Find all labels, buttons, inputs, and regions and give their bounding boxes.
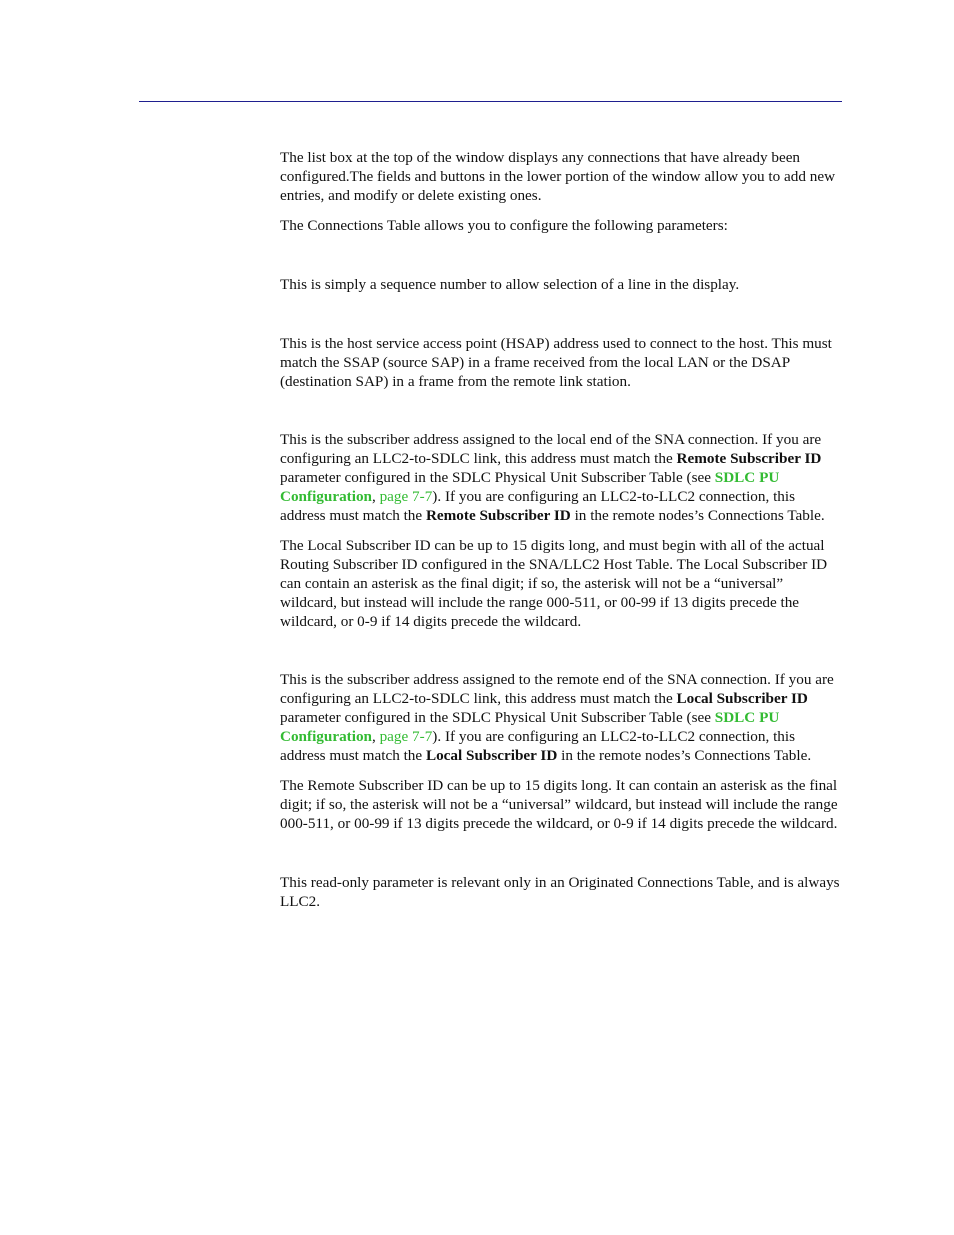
text: ,: [371, 727, 380, 745]
sdlc-pu-configuration-link[interactable]: SDLC PU Configuration: [280, 468, 780, 505]
text: ,: [371, 487, 380, 505]
text: in the remote nodes’s Connections Table.: [557, 746, 812, 764]
page-reference-link[interactable]: page 7-7: [379, 727, 433, 745]
local-subscriber-details: The Local Subscriber ID can be up to 15 digits long, and must begin with all of the actual Routing Subscriber ID configured in the SNA/LLC2 Host Table. The Local Subscriber ID can contain an asterisk as the final digit; if so, the asterisk will not be a “universal” wildcard, but instead will include the range 000-511, or 00-99 if 13 digits precede the wildcard, or 0-9 if 14 digits precede the wildcard.: [280, 537, 828, 630]
page-reference-link[interactable]: page 7-7: [379, 487, 433, 505]
text: ). If you are configuring an LLC2-to-LLC2 connection, this address must match the: [280, 487, 796, 524]
header-rule: [139, 101, 842, 102]
text: parameter configured in the SDLC Physical Unit Subscriber Table (see: [280, 468, 715, 486]
bold-term: Remote Subscriber ID: [676, 450, 822, 468]
text: This is the subscriber address assigned to the remote end of the SNA connection. If you are configuring an LLC2-to-SDLC link, this address must match the: [280, 671, 834, 708]
intro-paragraph-2: The Connections Table allows you to configure the following parameters:: [280, 217, 728, 235]
page-body: [280, 149, 842, 911]
remote-subscriber-description: [280, 671, 842, 765]
remote-subscriber-details: The Remote Subscriber ID can be up to 15 digits long. It can contain an asterisk as the final digit; if so, the asterisk will not be a “universal” wildcard, but instead will include the range 000-511, or 00-99 if 13 digits precede the wildcard, or 0-9 if 14 digits precede the wildcard.: [280, 777, 838, 832]
hsap-description: This is the host service access point (HSAP) address used to connect to the host. This must match the SSAP (source SAP) in a frame received from the local LAN or the DSAP (destination SAP) in a frame from the remote link station.: [280, 334, 832, 390]
text: ). If you are configuring an LLC2-to-LLC2 connection, this address must match the: [280, 727, 796, 764]
protocol-description: This read-only parameter is relevant only in an Originated Connections Table, and is always LLC2.: [280, 873, 840, 910]
text: in the remote nodes’s Connections Table.: [570, 506, 825, 524]
intro-paragraph-1: The list box at the top of the window displays any connections that have already been configured.The fields and buttons in the lower portion of the window allow you to add new entries, and modify or delete existing ones.: [280, 149, 836, 204]
index-description: This is simply a sequence number to allow selection of a line in the display.: [280, 276, 740, 294]
local-subscriber-description: [280, 431, 842, 525]
bold-term: Remote Subscriber ID: [425, 506, 571, 524]
text: parameter configured in the SDLC Physical Unit Subscriber Table (see: [280, 708, 715, 726]
text: This is the subscriber address assigned to the local end of the SNA connection. If you are configuring an LLC2-to-SDLC link, this address must match the: [280, 431, 822, 468]
bold-term: Local Subscriber ID: [676, 690, 808, 708]
sdlc-pu-configuration-link[interactable]: SDLC PU Configuration: [280, 708, 780, 745]
bold-term: Local Subscriber ID: [425, 746, 558, 764]
